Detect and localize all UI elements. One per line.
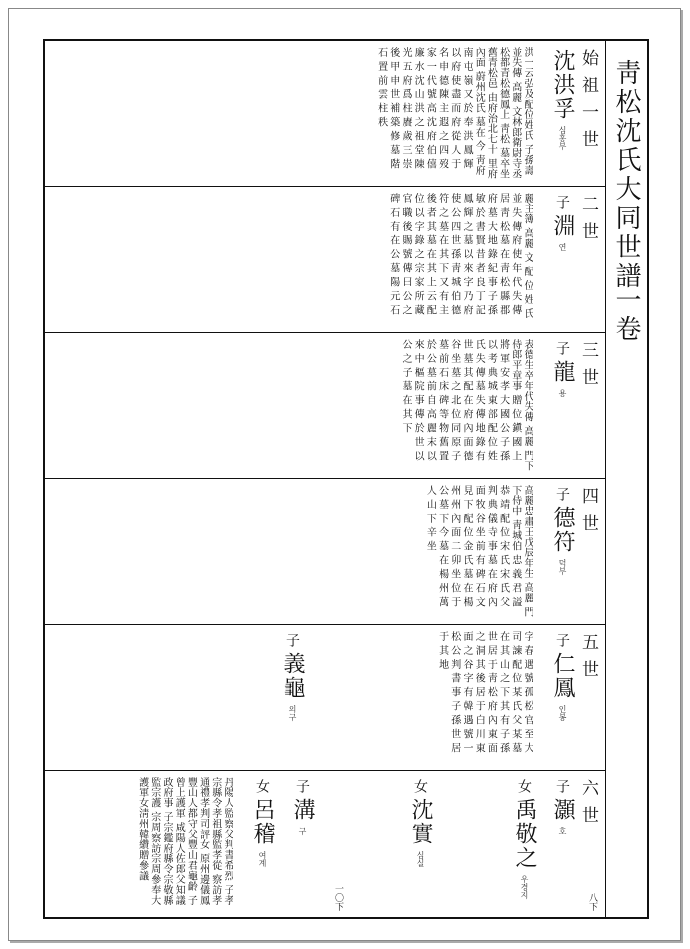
name-reading: 호 [558, 827, 567, 836]
person-entry [549, 779, 575, 835]
person-name: 沈洪孚 [550, 49, 575, 121]
person-relation: 子 [554, 341, 570, 355]
person-relation: 女 [254, 779, 270, 793]
generation-row-6 [45, 771, 605, 917]
person-name: 溝 [290, 798, 315, 823]
person-name: 義龜 [280, 652, 305, 701]
generation-label: 六世 [578, 779, 598, 833]
generation-label: 二世 [578, 195, 598, 249]
name-reading: 인봉 [558, 705, 567, 722]
person-entry [249, 779, 275, 867]
name-reading: 의구 [288, 705, 297, 722]
person-entry [511, 779, 537, 899]
person-name: 仁鳳 [550, 652, 575, 701]
person-name: 灝 [550, 798, 575, 823]
generation-row-2 [45, 187, 605, 333]
person-entry [549, 195, 575, 251]
name-reading: 구 [298, 827, 307, 836]
person-relation: 子 [554, 779, 570, 793]
person-entry [549, 49, 575, 150]
biography-text: 字 春 遇 號 孤 松 官 至 大 司 諫 配 位 某 氏 父 某 墓 在 其 山 之 下 其 有 子 孫 世 居 于 靑 松 府 內 東 面 之 洞 其 後 居 于 白 川 東 面 之 谷 字 有 韓 遇 號 一 松 公 判 書 事 子 孫 世 居 于 其 地 [436, 631, 533, 754]
generation-row-5 [45, 625, 605, 771]
person-entry [549, 341, 575, 397]
generation-label: 四世 [578, 487, 598, 541]
person-entry [407, 779, 433, 867]
page-number-right: 八下 [587, 893, 597, 911]
person-relation: 子 [554, 195, 570, 209]
name-reading: 심홍부 [558, 126, 567, 151]
page-frame [43, 39, 649, 919]
generation-row-3 [45, 333, 605, 479]
person-entry [549, 633, 575, 721]
generation-label: 五世 [578, 633, 598, 687]
page-number-left: 一〇下 [333, 884, 343, 911]
biography-text: 洪一云弘及配位姓氏 子孫壽並失傳 高麗 文林郎衛尉寺丞 松都青松德鳳上 靑松 墓卒坐 舊青松邑 由府治北七十 里府內面 蔚州沈氏 墓在 今 靑府南 屯 嶺 又 於 奉 洪 鳳 輝 以 府 使 盡 而 府 從 人 于 名 申 德 陳 主 遐 之 四 歿 家 一 代 號 高 沈 府 伯 僖 廉 水 沈 山 洪 之 祖 堂 陳 光 五 府 爲 柱 賡 歲 三 崇 後 甲 申 世 補 築 修 墓 階 石 置 前 雲 柱 秩 [375, 47, 533, 179]
volume-label: 一卷 [611, 286, 641, 344]
person-relation: 子 [284, 633, 300, 647]
generation-row-1 [45, 41, 605, 187]
person-relation: 女 [516, 779, 532, 793]
generation-label: 三世 [578, 341, 598, 395]
person-name: 呂稽 [250, 798, 275, 847]
name-reading: 연 [558, 243, 567, 252]
name-reading: 덕부 [558, 559, 567, 576]
name-reading: 심실 [416, 851, 425, 868]
title-column [605, 41, 647, 917]
name-reading: 우경지 [520, 875, 529, 900]
name-reading: 용 [558, 389, 567, 398]
name-reading: 여계 [258, 851, 267, 868]
person-relation: 子 [554, 487, 570, 501]
person-name: 德符 [550, 506, 575, 555]
generation-label: 始祖一世 [578, 49, 598, 157]
generation-row-4 [45, 479, 605, 625]
person-relation: 子 [294, 779, 310, 793]
biography-text: 丹陽人監察父判書希烈 子孝宗縣令孝祖縣監孝從 察訪孝通禮孝判司評女 原州邊儀鳳 豐山人都守父豐山君龜齡 子曾上護軍 咸陽人佐郎父知議政府事 子宗鑑府縣令宗敬縣監宗護 宗周察訪宗周參奉大 護軍女淸州韓纘贈參議 [136, 777, 233, 906]
book-title: 靑松沈氏大同世譜 [611, 59, 641, 291]
biography-text: 高麗忠肅王戊辰年生 高麗 門下侍中 靑城伯 忠 義 君 謚 恭 靖 配 位 宋 氏 宋 氏 父 判 典 儀 寺 事 墓 在 府 內 面 牧 谷 坐 前 有 碑 石 文 見 下 配 位 金 氏 墓 在 楊 州 州 內 面 二 卯 坐 位 于 公 墓 下 今 墓 在 楊 州 萬 人 山 下 辛 坐 [424, 485, 533, 617]
document-page [8, 8, 681, 941]
person-relation: 女 [412, 779, 428, 793]
person-relation: 子 [554, 633, 570, 647]
person-entry [549, 487, 575, 575]
person-name: 禹敬之 [512, 798, 537, 871]
person-name: 沈實 [408, 798, 433, 847]
person-entry [289, 779, 315, 835]
person-name: 淵 [550, 214, 575, 239]
biography-text: 麗主簿 高麗 文 配 位 姓 氏 並 失 傳 府 使 年 代 失 傳 居 靑 松 墓 在 靑 松 縣 郡 府 墓 大 地 錄 紀 事 子 孫 敏 於 書 賢 昔 者 良 丁 記 鳳 輝 之 墓 以 來 字 乃 府 使 公 四 世 孫 靑 城 伯 德 符 之 墓 在 其 下 又 有 主 後 者 其 墓 在 其 上 云 配 位 以 字 錄 之 宗 家 所 藏 官 職 後 賜 號 傳 曰 公 之 碑 石 有 在 公 墓 陽 元 石 [387, 193, 533, 319]
person-name: 龍 [550, 360, 575, 385]
biography-text: 表德生卒年代失傳 高麗 門下侍郎平章事 贈 位 鎭 國 上 將 軍 安 孝 大 國 公 子 孫 以 考 典 城 東 部 配 位 姓 氏 失 傳 墓 失 傳 地 錄 有 世 墓 其 配 在 府 內 面 德 谷 坐 墓 之 北 位 同 原 子 墓 前 石 床 碑 等 物 舊 置 於 公 墓 前 自 高 麗 末 以 來 中 樞 院 事 傳 於 世 以 公 之 子 墓 在 其 下 [399, 339, 533, 471]
genealogy-table [45, 41, 605, 917]
